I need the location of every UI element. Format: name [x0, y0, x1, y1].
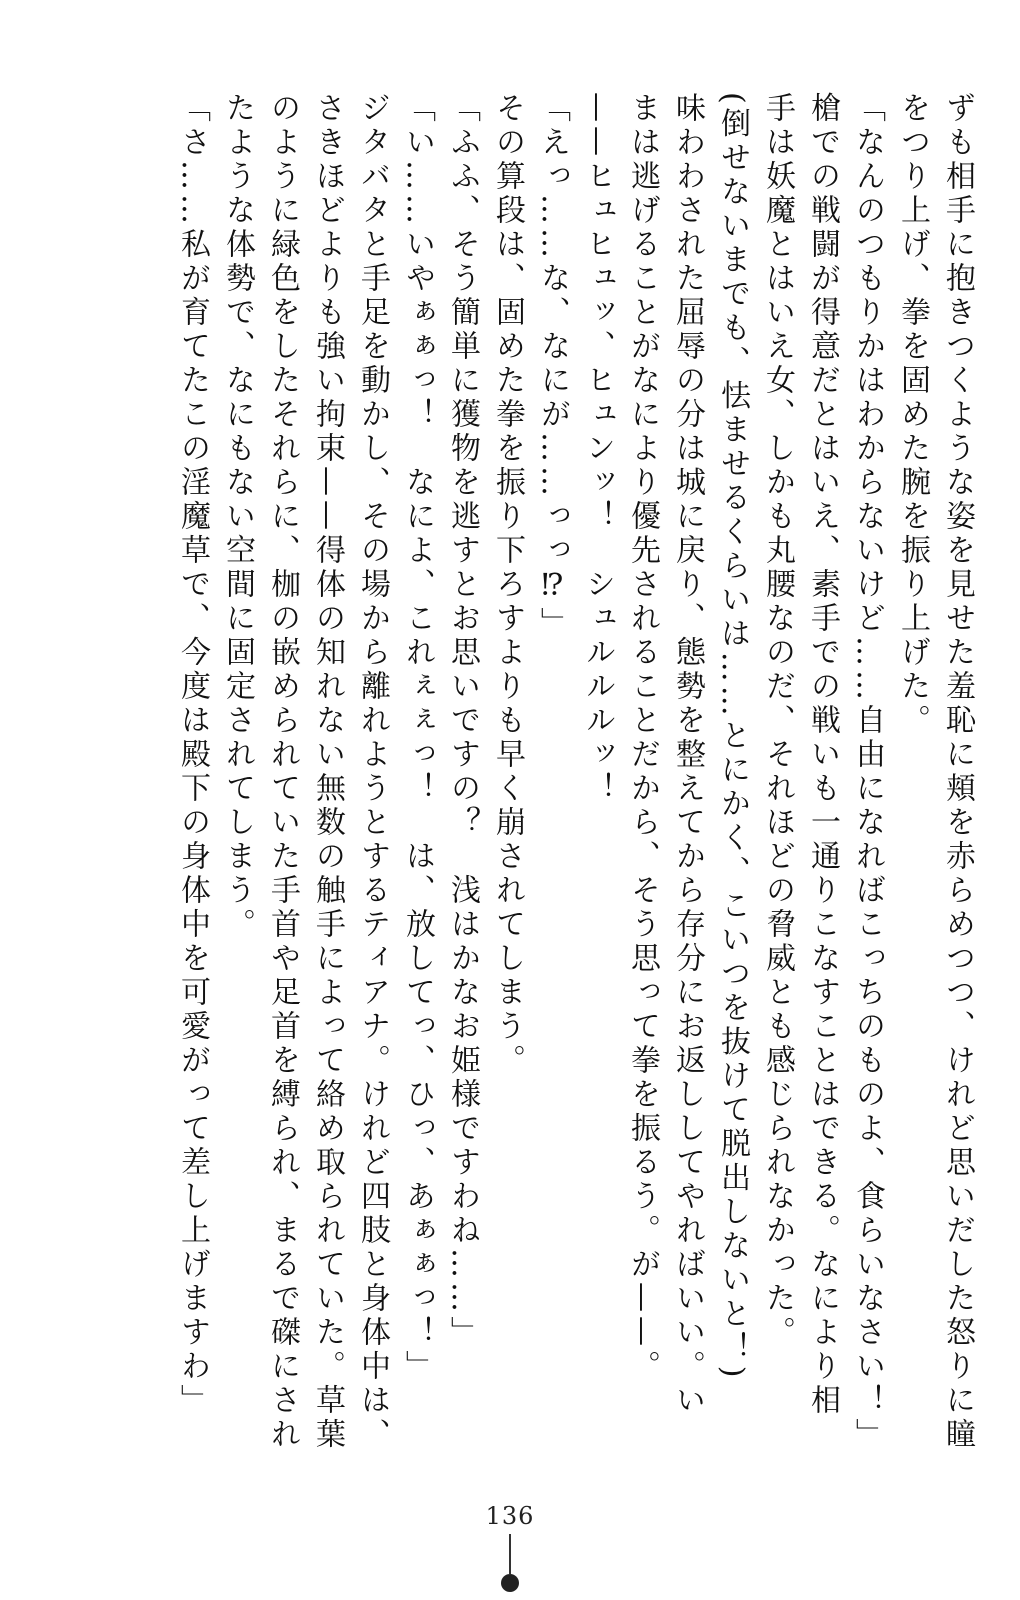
text-line: 「なんのつもりかはわからないけど……自由になればこっちのものよ、食らいなさい！」 — [850, 92, 885, 1452]
text-line: ——ヒュヒュッ、ヒュンッ！ シュルルルッ！ — [580, 92, 615, 806]
novel-text-block — [80, 92, 980, 1482]
text-line: (倒せないまでも、怯ませるくらいは……とにかく、こいつを抜けて脱出しないと！) — [715, 92, 750, 1382]
marker-dot — [501, 1574, 519, 1592]
text-line: のように緑色をしたそれらに、枷の嵌められていた手首や足首を縛られ、まるで磔にされ — [265, 92, 300, 1452]
marker-stem — [509, 1534, 511, 1574]
text-line: 「さ……私が育てたこの淫魔草で、今度は殿下の身体中を可愛がって差し上げますわ」 — [175, 92, 210, 1418]
text-line: さきほどよりも強い拘束——得体の知れない無数の触手によって絡め取られていた。草葉 — [310, 92, 345, 1452]
text-line: 味わわされた屈辱の分は城に戻り、態勢を整えてから存分にお返ししてやればいい。い — [670, 92, 705, 1418]
text-line: をつり上げ、拳を固めた腕を振り上げた。 — [895, 92, 930, 738]
text-line: その算段は、固めた拳を振り下ろすよりも早く崩されてしまう。 — [490, 92, 525, 1078]
text-line: 「えっ……な、なにが……っっ⁉」 — [535, 92, 570, 641]
page-marker-icon — [500, 1534, 520, 1600]
text-line: 「い……いやぁぁっ！ なによ、これぇぇっ！ は、放してっ、ひっ、あぁぁっ！」 — [400, 92, 435, 1384]
page-number: 136 — [485, 1502, 535, 1530]
text-line: 「ふふ、そう簡単に獲物を逃すとお思いですの？ 浅はかなお姫様ですわね……」 — [445, 92, 480, 1350]
text-line: たような体勢で、なにもない空間に固定されてしまう。 — [220, 92, 255, 942]
text-line: 槍での戦闘が得意だとはいえ、素手での戦いも一通りこなすことはできる。なにより相 — [805, 92, 840, 1418]
text-line: ずも相手に抱きつくような姿を見せた羞恥に頬を赤らめつつ、けれど思いだした怒りに瞳 — [940, 92, 975, 1452]
text-line: まは逃げることがなにより優先されることだから、そう思って拳を振るう。が——。 — [625, 92, 660, 1384]
text-line: 手は妖魔とはいえ女、しかも丸腰なのだ、それほどの脅威とも感じられなかった。 — [760, 92, 795, 1350]
text-line: ジタバタと手足を動かし、その場から離れようとするティアナ。けれど四肢と身体中は、 — [355, 92, 390, 1452]
